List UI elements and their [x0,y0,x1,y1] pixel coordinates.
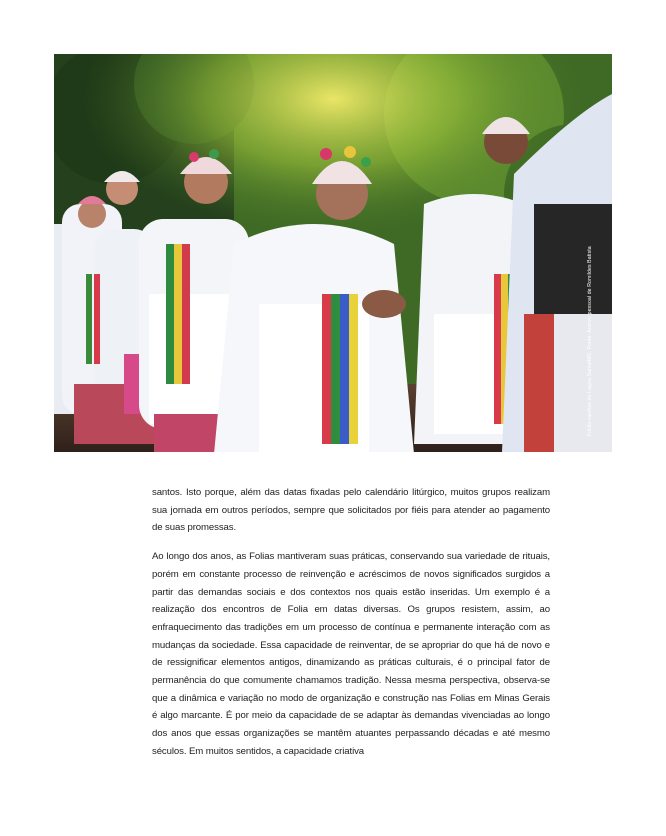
folia-photo [54,54,612,452]
photo-illustration [54,54,612,452]
paragraph-2: Ao longo dos anos, as Folias mantiveram suas práticas, conservando sua variedade de rituais, porém em constante processo de reinvenção e acréscimos de novos significados surgidos a partir das demandas sociais e dos contextos nos quais estão inseridas. Um exemplo é a realização dos encontros de Folia em datas diversas. Os grupos resistem, assim, ao enfraquecimento das tradições em um processo de contínua e permanente interação com as mudanças da sociedade. Essa capacidade de reinventar, de se apropriar do que há de novo e de ressignificar elementos antigos, dinamizando as práticas culturais, é o principal fator de permanência do que comumente chamamos tradição. Nessa mesma perspectiva, observa-se que a dinâmica e variação no modo de organização e construção nas Folias em Minas Gerais é algo marcante. É por meio da capacidade de se adaptar às demandas vivenciadas ao longo dos anos que essas organizações se mantêm atuantes perpassando décadas e até mesmo séculos. Em muitos sentidos, a capacidade criativa [152,551,550,757]
paragraph-1: santos. Isto porque, além das datas fixadas pelo calendário litúrgico, muitos grupos realizam sua jornada em outros períodos, sempre que solicitados por fiéis para atender ao pagamento de suas promessas. [152,487,550,534]
body-text [152,484,550,772]
photo-credit: Foliãs-rainhas de Lagoa Santa/MG. Fonte: Acervo pessoal de Romildes Batista [587,246,593,436]
